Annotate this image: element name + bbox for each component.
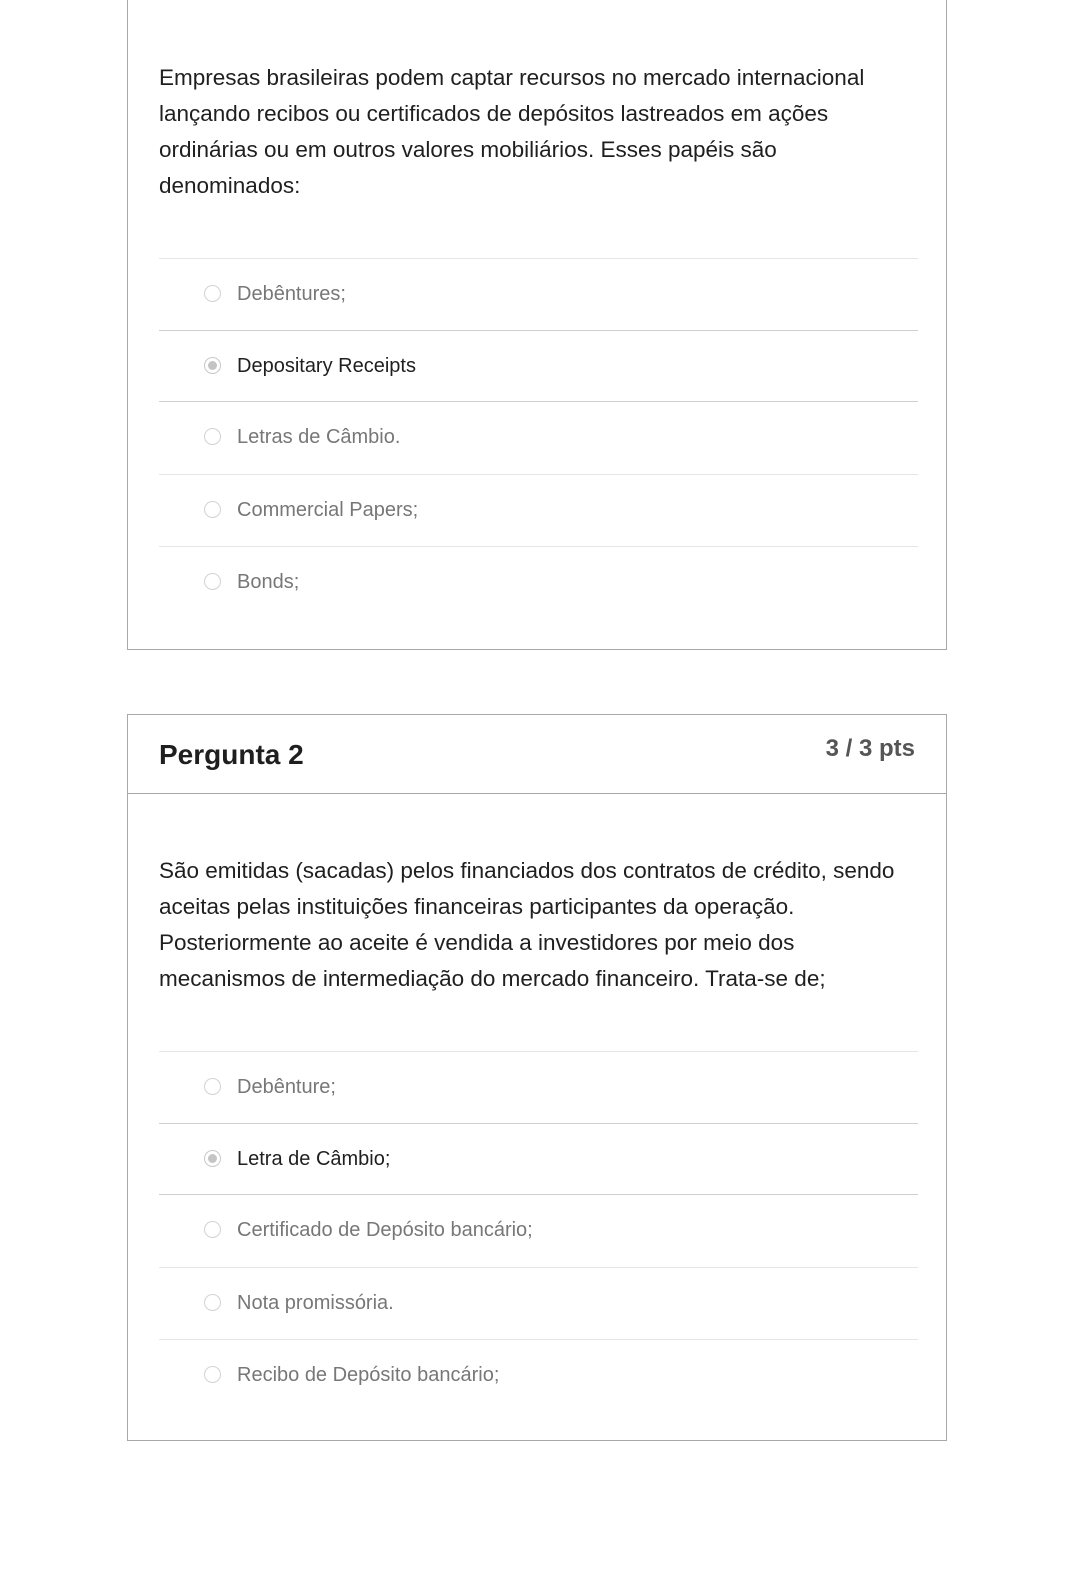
radio-button[interactable] [204, 1221, 221, 1238]
radio-button[interactable] [204, 1366, 221, 1383]
answer-label: Commercial Papers; [237, 499, 419, 521]
answer-option[interactable] [159, 1051, 918, 1123]
question-text: Empresas brasileiras podem captar recursos no mercado internacional lançando recibos ou certificados de depósitos lastreados em ações ordinárias ou em outros valores mobiliários. Esses papéis são denominados: [159, 65, 865, 198]
radio-button-checked[interactable] [204, 1150, 221, 1167]
radio-button[interactable] [204, 501, 221, 518]
answer-option[interactable] [159, 546, 918, 618]
radio-button[interactable] [204, 428, 221, 445]
answer-label: Nota promissória. [237, 1292, 394, 1314]
answer-option[interactable] [159, 1267, 918, 1339]
answer-option[interactable] [159, 1339, 918, 1411]
question-card-1 [127, 0, 947, 650]
answer-label: Depositary Receipts [237, 355, 416, 377]
answer-label: Debêntures; [237, 283, 346, 305]
answer-label: Bonds; [237, 571, 300, 593]
radio-button-checked[interactable] [204, 357, 221, 374]
answer-option[interactable] [159, 474, 918, 546]
answer-label: Letras de Câmbio. [237, 426, 401, 448]
answer-label: Debênture; [237, 1076, 336, 1098]
question-title: Pergunta 2 [159, 739, 304, 770]
answer-label: Recibo de Depósito bancário; [237, 1364, 500, 1386]
radio-button[interactable] [204, 285, 221, 302]
answer-label: Certificado de Depósito bancário; [237, 1219, 533, 1241]
answer-option[interactable] [159, 258, 918, 330]
answer-option[interactable] [159, 402, 918, 474]
answer-option[interactable] [159, 1195, 918, 1267]
radio-button[interactable] [204, 1294, 221, 1311]
answer-option-selected[interactable] [159, 330, 918, 402]
radio-button[interactable] [204, 573, 221, 590]
answer-option-selected[interactable] [159, 1123, 918, 1195]
answer-list [159, 258, 918, 618]
question-text: São emitidas (sacadas) pelos financiados dos contratos de crédito, sendo aceitas pelas instituições financeiras participantes da operação. Posteriormente ao aceite é vendida a investidores por meio dos mecanismos de intermediação do mercado financeiro. Trata-se de; [159, 858, 895, 991]
answer-list [159, 1051, 918, 1411]
question-card-2 [127, 714, 947, 1441]
answer-label: Letra de Câmbio; [237, 1148, 391, 1170]
radio-button[interactable] [204, 1078, 221, 1095]
question-points: 3 / 3 pts [825, 735, 915, 762]
question-header [128, 715, 946, 794]
